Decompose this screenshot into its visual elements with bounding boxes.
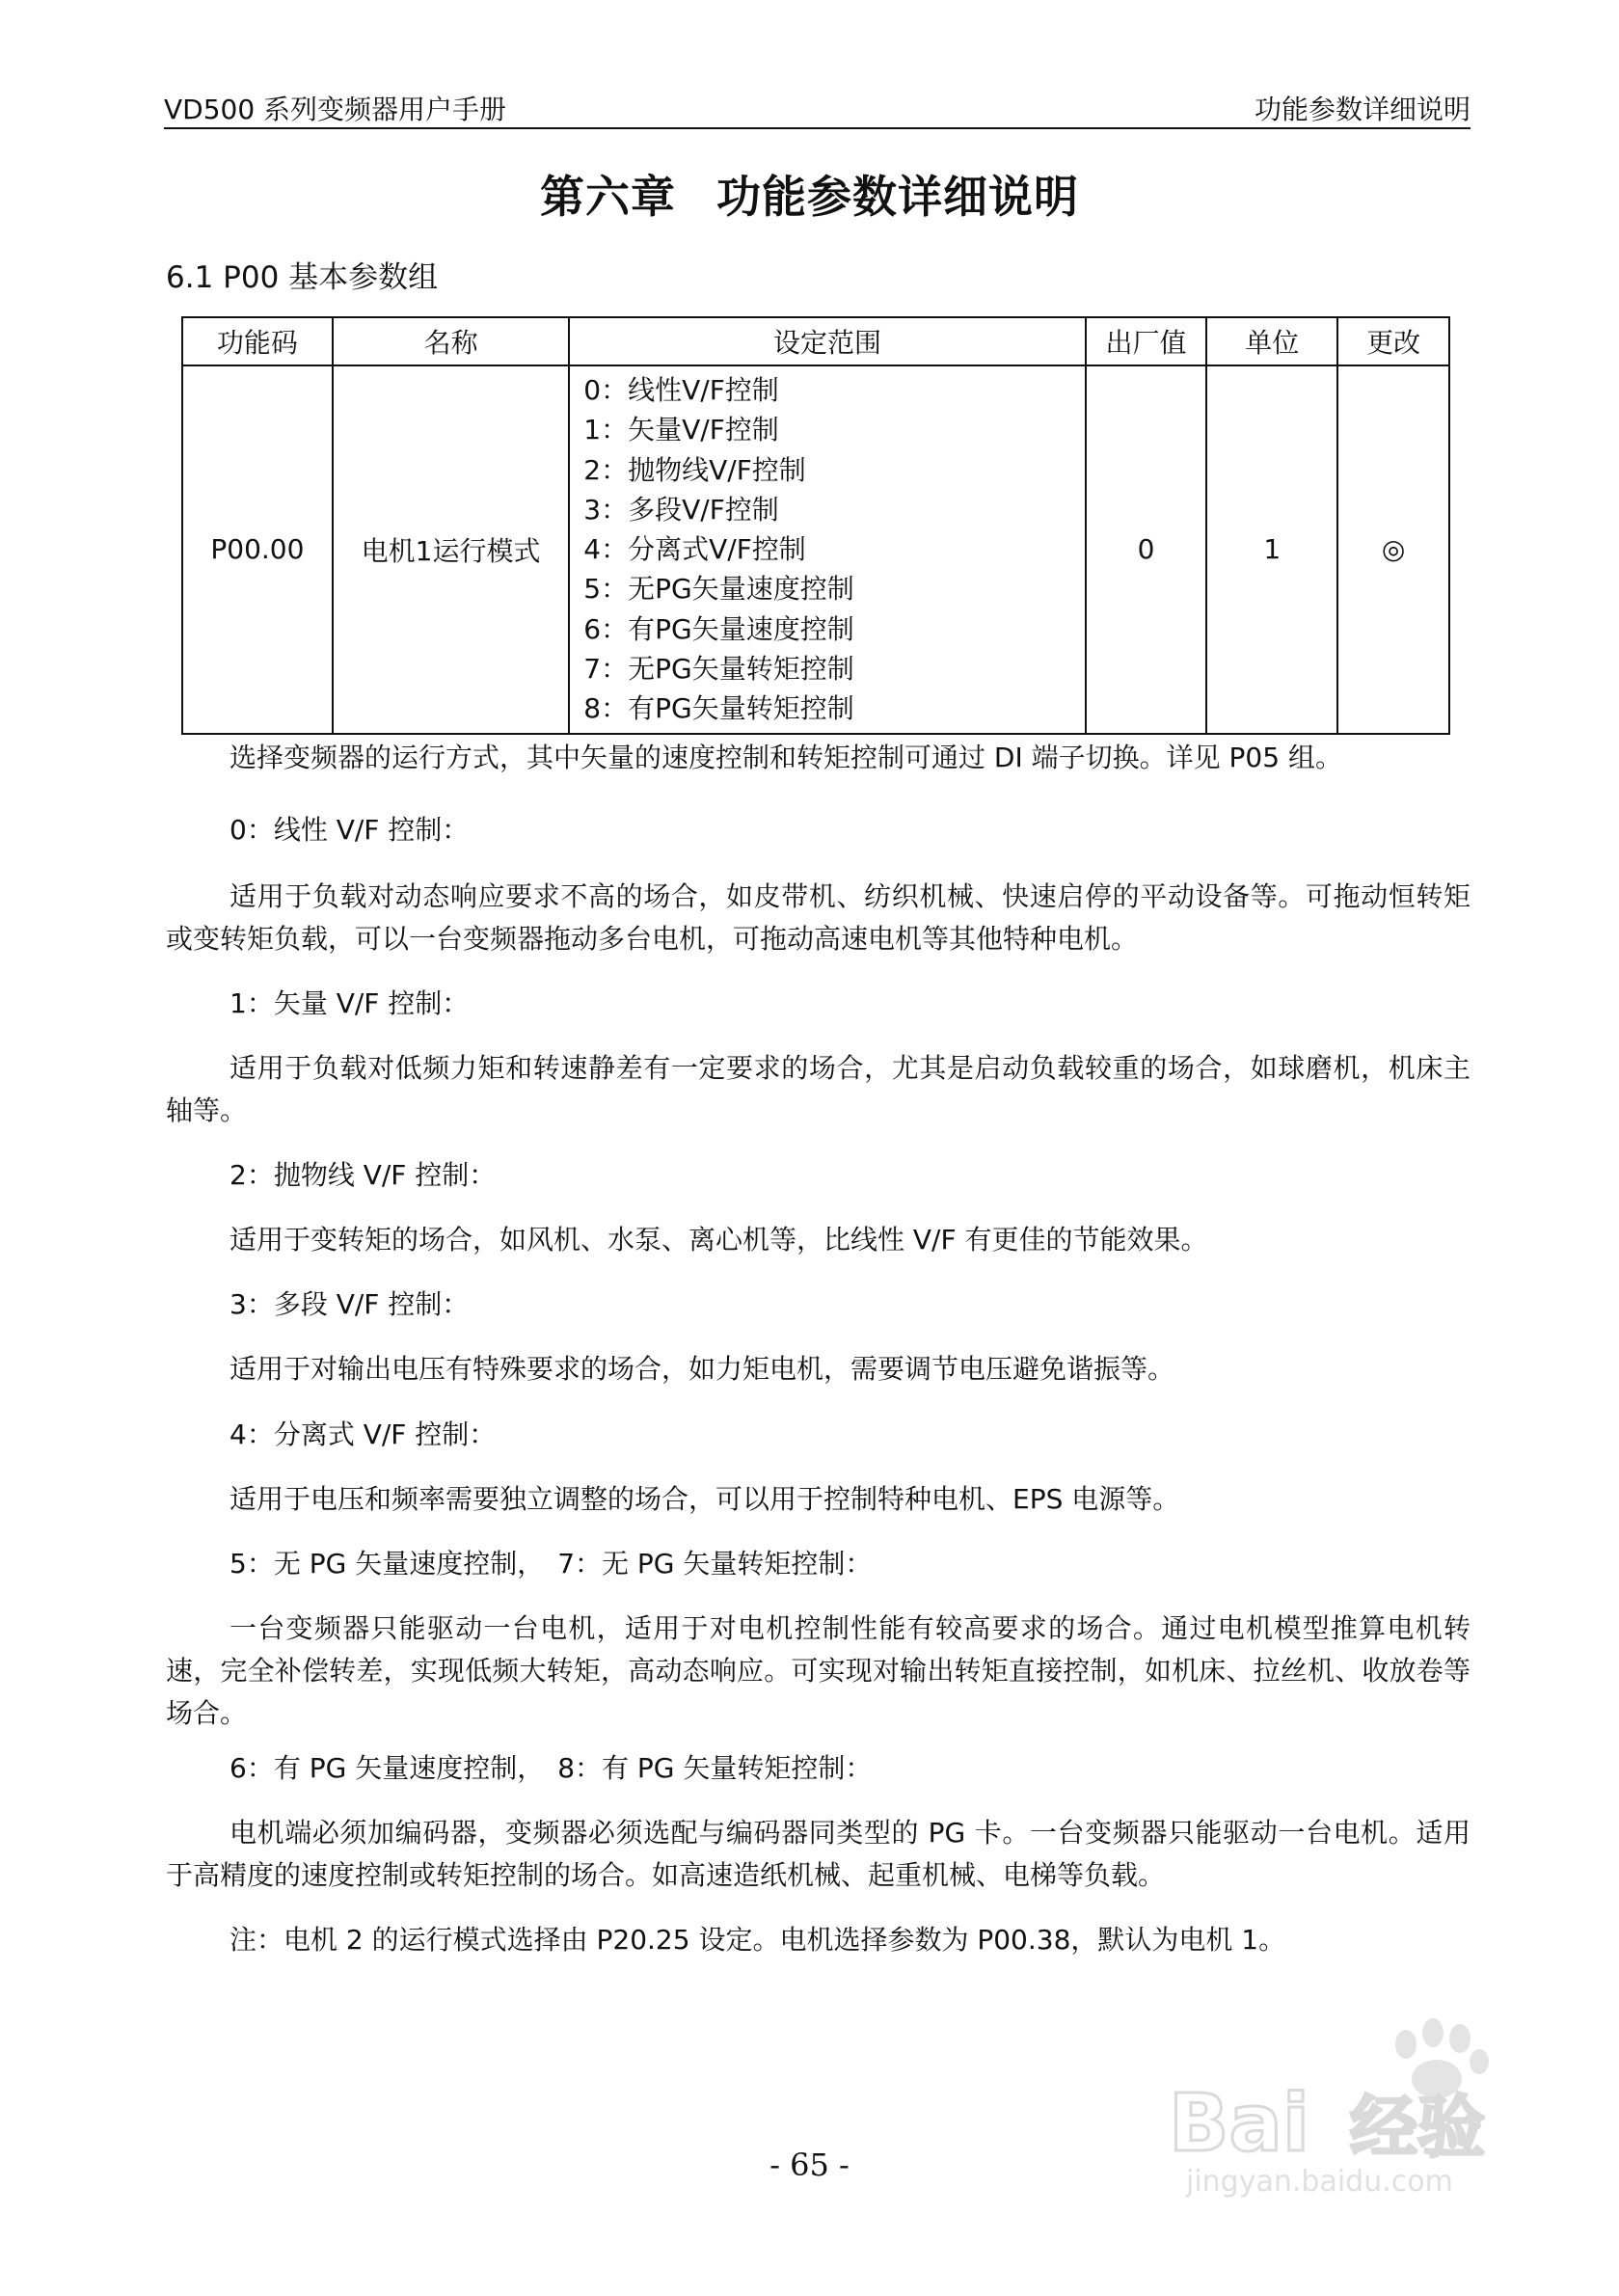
col-header-code: 功能码 <box>182 317 333 365</box>
paw-logo-icon <box>1395 2018 1489 2098</box>
watermark-brand-suffix: 经验 <box>1350 2088 1485 2167</box>
cell-range <box>569 365 1085 734</box>
mode-6-8-description: 电机端必须加编码器，变频器必须选配与编码器同类型的 PG 卡。一台变频器只能驱动一台电机。适用于高精度的速度控制或转矩控制的场合。如高速造纸机械、起重机械、电梯等负载。 <box>166 1817 1471 1891</box>
header-rule <box>164 127 1471 129</box>
section-title: 6.1 P00 基本参数组 <box>166 260 439 295</box>
cell-name: 电机1运行模式 <box>333 365 569 734</box>
mode-2-heading: 2：抛物线 V/F 控制： <box>229 1159 497 1191</box>
col-header-range: 设定范围 <box>569 317 1085 365</box>
watermark-url: jingyan.baidu.com <box>1186 2165 1453 2199</box>
baidu-jingyan-watermark <box>1147 2006 1562 2199</box>
mode-3-description: 适用于对输出电压有特殊要求的场合，如力矩电机，需要调节电压避免谐振等。 <box>229 1353 1175 1385</box>
range-option: 5：无PG矢量速度控制 <box>583 573 854 606</box>
range-option: 6：有PG矢量速度控制 <box>583 612 854 645</box>
chapter-number: 第六章 <box>540 171 676 223</box>
page-number: - 65 - <box>769 2147 850 2183</box>
intro-paragraph: 选择变频器的运行方式，其中矢量的速度控制和转矩控制可通过 DI 端子切换。详见 P05 组。 <box>229 742 1342 773</box>
mode-1-heading: 1：矢量 V/F 控制： <box>229 987 470 1019</box>
col-header-unit: 单位 <box>1206 317 1337 365</box>
mode-5-7-heading: 5：无 PG 矢量速度控制， 7：无 PG 矢量转矩控制： <box>229 1548 873 1580</box>
range-option: 8：有PG矢量转矩控制 <box>583 692 854 725</box>
mode-2-description: 适用于变转矩的场合，如风机、水泵、离心机等，比线性 V/F 有更佳的节能效果。 <box>229 1224 1208 1256</box>
cell-default: 0 <box>1086 365 1207 734</box>
mode-4-heading: 4：分离式 V/F 控制： <box>229 1418 497 1450</box>
range-option: 1：矢量V/F控制 <box>583 414 779 446</box>
header-section-title: 功能参数详细说明 <box>1254 94 1471 125</box>
mode-1-description: 适用于负载对低频力矩和转速静差有一定要求的场合，尤其是启动负载较重的场合，如球磨机，机床主轴等。 <box>166 1052 1471 1126</box>
chapter-name: 功能参数详细说明 <box>716 171 1079 223</box>
parameter-table <box>181 316 1450 735</box>
range-option: 7：无PG矢量转矩控制 <box>583 653 854 686</box>
range-option: 2：抛物线V/F控制 <box>583 453 806 486</box>
header-manual-title: VD500 系列变频器用户手册 <box>164 94 507 125</box>
col-header-change: 更改 <box>1337 317 1449 365</box>
watermark-brand: Bai <box>1169 2078 1309 2170</box>
chapter-title <box>0 162 1619 226</box>
col-header-name: 名称 <box>333 317 569 365</box>
cell-unit: 1 <box>1206 365 1337 734</box>
mode-0-description: 适用于负载对动态响应要求不高的场合，如皮带机、纺织机械、快速启停的平动设备等。可拖动恒转矩或变转矩负载，可以一台变频器拖动多台电机，可拖动高速电机等其他特种电机。 <box>166 880 1471 955</box>
range-option: 0：线性V/F控制 <box>583 374 779 406</box>
cell-change: ◎ <box>1337 365 1449 734</box>
note-paragraph: 注：电机 2 的运行模式选择由 P20.25 设定。电机选择参数为 P00.38，默认为电机 1。 <box>229 1924 1286 1956</box>
mode-4-description: 适用于电压和频率需要独立调整的场合，可以用于控制特种电机、EPS 电源等。 <box>229 1483 1180 1515</box>
col-header-default: 出厂值 <box>1086 317 1207 365</box>
range-option: 3：多段V/F控制 <box>583 493 779 526</box>
mode-6-8-heading: 6：有 PG 矢量速度控制， 8：有 PG 矢量转矩控制： <box>229 1752 873 1784</box>
table-row <box>182 365 1449 734</box>
cell-code: P00.00 <box>182 365 333 734</box>
mode-5-7-description: 一台变频器只能驱动一台电机，适用于对电机控制性能有较高要求的场合。通过电机模型推算电机转速，完全补偿转差，实现低频大转矩，高动态响应。可实现对输出转矩直接控制，如机床、拉丝机、收放卷等场合。 <box>166 1612 1471 1729</box>
range-option: 4：分离式V/F控制 <box>583 533 806 566</box>
mode-0-heading: 0：线性 V/F 控制： <box>229 814 470 846</box>
running-header <box>164 85 1471 127</box>
mode-3-heading: 3：多段 V/F 控制： <box>229 1288 470 1320</box>
table-header-row <box>182 317 1449 365</box>
